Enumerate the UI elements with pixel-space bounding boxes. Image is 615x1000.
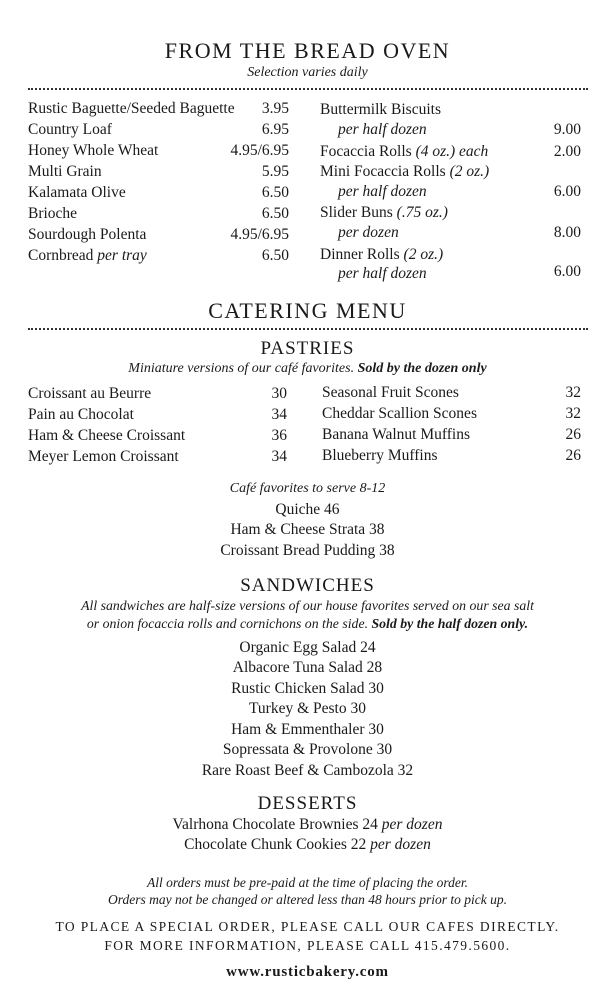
sandwiches-heading: SANDWICHES: [240, 575, 375, 596]
favorites-subtitle: Café favorites to serve 8-12: [229, 481, 386, 496]
menu-item-price: 6.50: [261, 247, 289, 264]
favorite-item: Croissant Bread Pudding 38: [220, 542, 395, 559]
info-phone-line: FOR MORE INFORMATION, PLEASE CALL 415.479.5600.: [104, 938, 511, 953]
menu-item-name: Blueberry Muffins: [322, 447, 438, 464]
pastries-subtitle: Miniature versions of our café favorites. Sold by the dozen only: [128, 361, 487, 376]
menu-item-name: Croissant au Beurre: [28, 385, 152, 402]
bread-section-subtitle: Selection varies daily: [247, 65, 368, 80]
menu-item-name: Focaccia Rolls (4 oz.) each: [320, 143, 489, 160]
menu-item-price: 34: [271, 406, 287, 423]
menu-item-name: Mini Focaccia Rolls (2 oz.): [320, 163, 490, 180]
sandwich-item: Rare Roast Beef & Cambozola 32: [201, 762, 414, 779]
menu-item-name: Brioche: [28, 205, 78, 222]
menu-item-name: Rustic Baguette/Seeded Baguette: [28, 100, 235, 117]
menu-item-price: 6.50: [261, 205, 289, 222]
menu-item-name: Ham & Cheese Croissant: [28, 427, 186, 444]
desserts-heading: DESSERTS: [257, 793, 358, 814]
favorite-item: Quiche 46: [275, 501, 340, 518]
menu-item-price: 6.00: [553, 183, 581, 200]
menu-item-detail: per dozen: [338, 224, 399, 241]
menu-item-price: 32: [565, 384, 581, 401]
menu-item-price: 26: [565, 426, 581, 443]
sandwich-item: Rustic Chicken Salad 30: [231, 680, 384, 697]
menu-item-detail: per half dozen: [338, 121, 427, 138]
menu-item-name: Country Loaf: [28, 121, 112, 138]
menu-item-detail: per half dozen: [338, 265, 427, 282]
bread-section-title: FROM THE BREAD OVEN: [164, 38, 451, 63]
special-order-line: TO PLACE A SPECIAL ORDER, PLEASE CALL OUR CAFES DIRECTLY.: [55, 919, 560, 934]
menu-item-name: Kalamata Olive: [28, 184, 126, 201]
menu-item-name: Buttermilk Biscuits: [320, 101, 441, 118]
pastries-heading: PASTRIES: [260, 338, 355, 359]
section-divider: [28, 88, 588, 90]
menu-item-price: 9.00: [553, 121, 581, 138]
menu-item-price: 26: [565, 447, 581, 464]
menu-item-price: 6.95: [261, 121, 289, 138]
menu-item-price: 3.95: [261, 100, 289, 117]
sandwiches-description: or onion focaccia rolls and cornichons on the side. Sold by the half dozen only.: [86, 616, 529, 631]
menu-item-name: Cornbread per tray: [28, 247, 147, 264]
menu-item-name: Meyer Lemon Croissant: [28, 448, 179, 465]
menu-item-price: 6.00: [553, 263, 581, 280]
menu-item-price: 32: [565, 405, 581, 422]
dessert-item: Chocolate Chunk Cookies 22 per dozen: [184, 836, 431, 853]
menu-item-price: 6.50: [261, 184, 289, 201]
sandwiches-description: All sandwiches are half-size versions of our house favorites served on our sea salt: [81, 598, 534, 613]
sandwich-item: Ham & Emmenthaler 30: [231, 721, 384, 738]
menu-item-price: 2.00: [553, 143, 581, 160]
menu-item-price: 36: [271, 427, 287, 444]
order-note: Orders may not be changed or altered less than 48 hours prior to pick up.: [107, 892, 508, 907]
menu-item-name: Multi Grain: [28, 163, 102, 180]
menu-item-price: 34: [271, 448, 287, 465]
favorite-item: Ham & Cheese Strata 38: [230, 521, 385, 538]
menu-item-name: Cheddar Scallion Scones: [322, 405, 477, 422]
menu-item-name: Seasonal Fruit Scones: [322, 384, 459, 401]
menu-item-name: Pain au Chocolat: [28, 406, 134, 423]
order-note: All orders must be pre-paid at the time of placing the order.: [147, 875, 468, 890]
menu-item-name: Slider Buns (.75 oz.): [320, 204, 448, 221]
sandwich-item: Turkey & Pesto 30: [249, 700, 366, 717]
section-divider: [28, 328, 588, 330]
menu-item-price: 4.95/6.95: [230, 142, 289, 159]
menu-item-detail: per half dozen: [338, 183, 427, 200]
menu-item-price: 5.95: [261, 163, 289, 180]
sandwich-item: Albacore Tuna Salad 28: [232, 659, 383, 676]
menu-item-name: Sourdough Polenta: [28, 226, 147, 243]
dessert-item: Valrhona Chocolate Brownies 24 per dozen: [172, 816, 443, 833]
menu-item-name: Banana Walnut Muffins: [322, 426, 470, 443]
sandwich-item: Sopressata & Provolone 30: [222, 741, 393, 758]
menu-item-price: 4.95/6.95: [230, 226, 289, 243]
menu-item-name: Dinner Rolls (2 oz.): [320, 246, 444, 263]
catering-section-title: CATERING MENU: [208, 298, 407, 323]
menu-item-price: 30: [271, 385, 287, 402]
menu-item-price: 8.00: [553, 224, 581, 241]
menu-item-name: Honey Whole Wheat: [28, 142, 159, 159]
website-link[interactable]: www.rusticbakery.com: [226, 964, 389, 980]
sandwich-item: Organic Egg Salad 24: [239, 639, 376, 656]
